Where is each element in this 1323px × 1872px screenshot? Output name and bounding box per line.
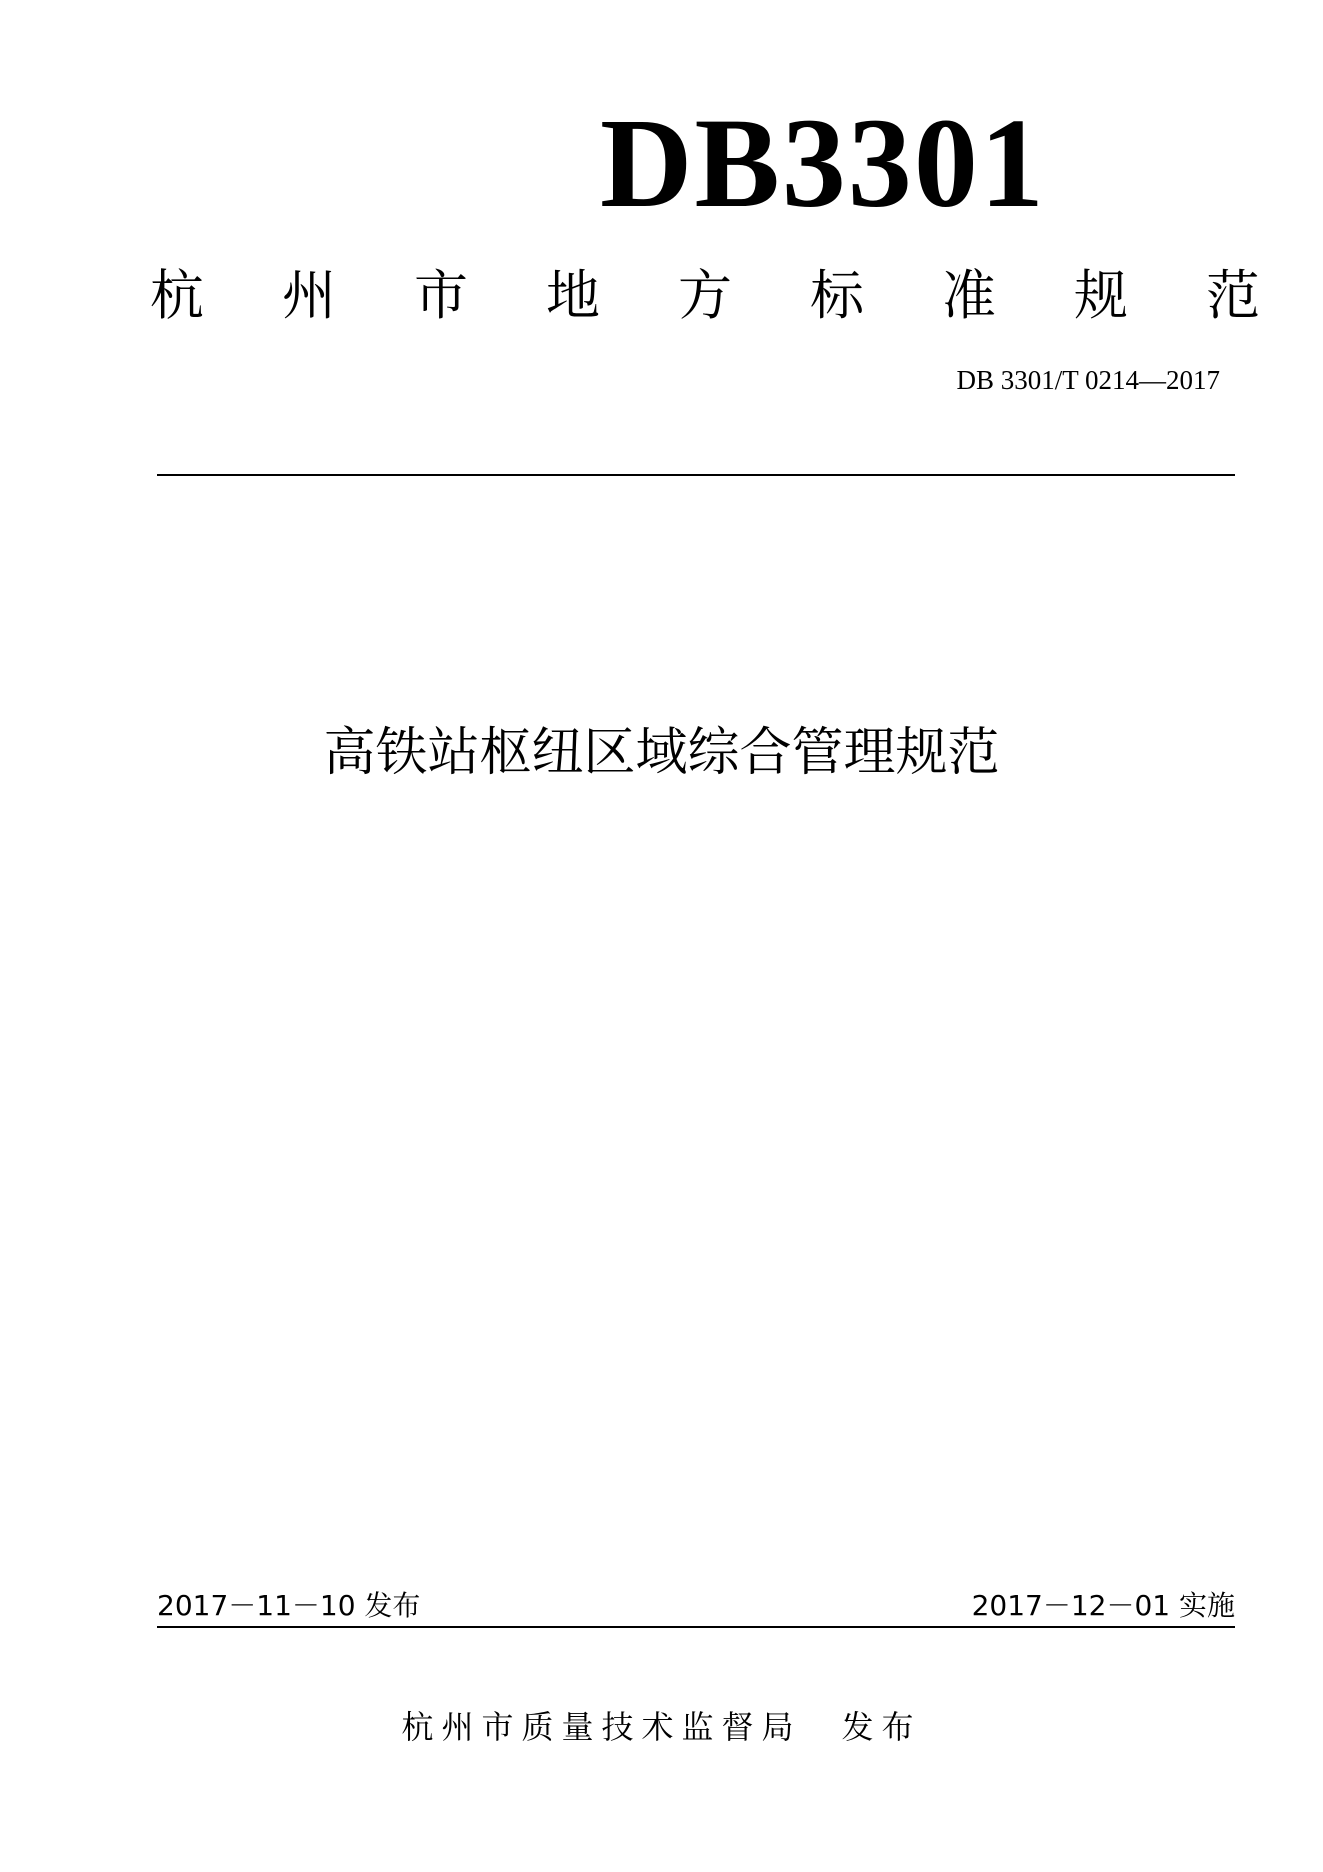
standard-type-char: 地 [546, 264, 600, 327]
standard-type-char: 规 [1074, 264, 1128, 327]
publisher-line [0, 1702, 1323, 1752]
standard-type-char: 准 [942, 264, 996, 327]
standard-type-heading [150, 256, 1260, 336]
header-divider [157, 474, 1235, 476]
publish-action: 发布 [841, 1708, 922, 1746]
standard-type-char: 州 [282, 264, 336, 327]
footer-divider [157, 1626, 1235, 1628]
standard-number: DB 3301/T 0214—2017 [956, 365, 1220, 395]
standard-type-char: 范 [1206, 264, 1260, 327]
standard-type-char: 标 [810, 264, 864, 327]
standard-type-char: 市 [414, 264, 468, 327]
publisher-name: 杭州市质量技术监督局 [401, 1708, 802, 1746]
standard-code-heading: DB3301 [600, 92, 1046, 234]
document-title: 高铁站枢纽区域综合管理规范 [323, 723, 1000, 783]
standard-type-char: 杭 [150, 264, 204, 327]
issue-date: 2017－11－10 发布 [157, 1589, 421, 1622]
implementation-date: 2017－12－01 实施 [971, 1589, 1235, 1622]
standard-type-char: 方 [678, 264, 732, 327]
